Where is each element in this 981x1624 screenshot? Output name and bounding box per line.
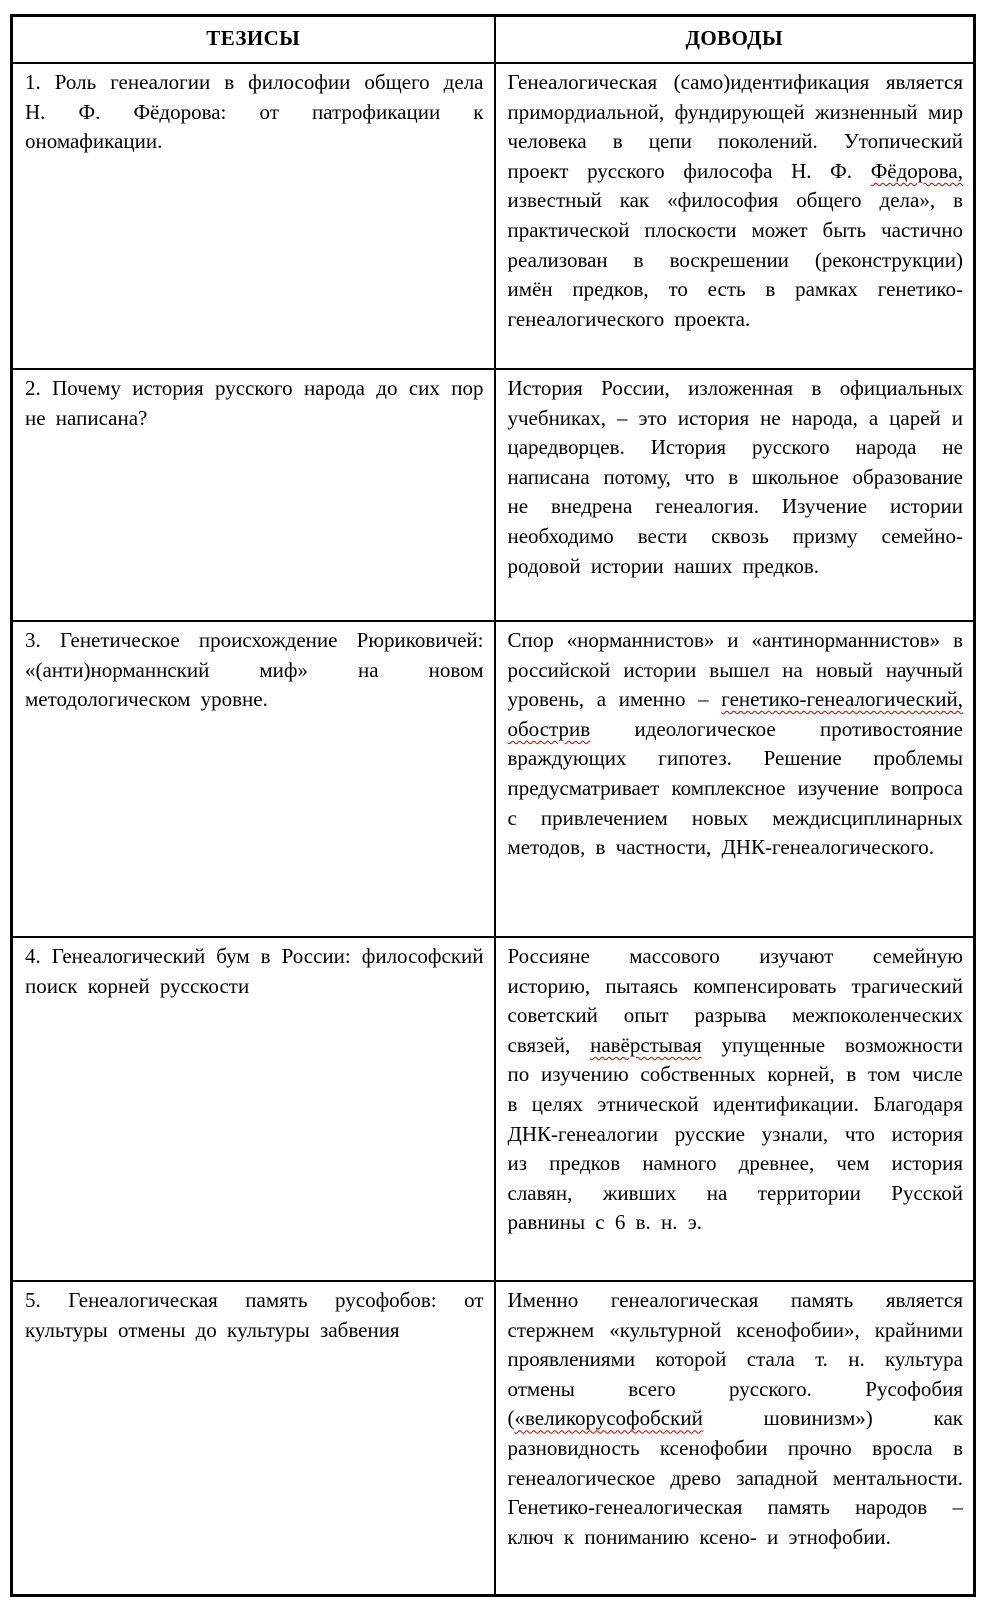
argument-text-segment: Россияне массового изучают семейную историю, пытаясь компенсировать трагический советский опыт разрыва межпоколенческих связей,: [507, 944, 963, 1057]
thesis-cell-2[interactable]: [12, 369, 495, 621]
thesis-text: 2. Почему история русского народа до сих пор не написана?: [25, 376, 484, 430]
thesis-cell-1[interactable]: [12, 63, 495, 369]
thesis-text: 1. Роль генеалогии в философии общего дела Н. Ф. Фёдорова: от патрофикации к ономафикации.: [25, 70, 484, 154]
thesis-cell-5[interactable]: [12, 1281, 495, 1595]
thesis-text: 3. Генетическое происхождение Рюриковичей: «(анти)норманнский миф» на новом методологическом уровне.: [25, 628, 484, 712]
argument-text-segment: идеологическое противостояние враждующих гипотез. Решение проблемы предусматривает комплексное изучение вопроса с привлечением новых междисциплинарных методов, в частности, ДНК-генеалогического.: [507, 716, 963, 860]
argument-text-segment: шовинизм») как разновидность ксенофобии прочно вросла в генеалогическое древо западной ментальности. Генетико-генеалогическая память народов – ключ к пониманию ксено- и этнофобии.: [507, 1406, 963, 1549]
theses-arguments-table: [10, 14, 976, 1597]
table-row: [12, 937, 975, 1281]
misspelled-word: обострив: [507, 716, 591, 741]
misspelled-word: «великорусофобский: [514, 1406, 703, 1431]
argument-text-segment: упущенные возможности по изучению собственных корней, в том числе в целях этнической идентификации. Благодаря ДНК-генеалогии русские узнали, что история из предков намного древнее, чем история славян, живших на территории Русской равнины с 6 в. н. э.: [507, 1032, 963, 1235]
argument-text-segment: Генеалогическая (само)идентификация является примордиальной, фундирующей жизненный мир человека в цепи поколений. Утопический проект русского философа Н. Ф.: [507, 70, 963, 183]
thesis-cell-4[interactable]: [12, 937, 495, 1281]
misspelled-word: Фёдорова,: [870, 158, 963, 183]
table-row: [12, 1281, 975, 1595]
column-header-arguments: ДОВОДЫ: [495, 16, 975, 64]
argument-cell-1[interactable]: [495, 63, 975, 369]
argument-cell-5[interactable]: [495, 1281, 975, 1595]
table-row: [12, 63, 975, 369]
argument-text-segment: История России, изложенная в официальных учебниках, – это история не народа, а царей и царедворцев. История русского народа не написана потому, что в школьное образование не внедрена генеалогия. Изучение истории необходимо вести сквозь призму семейно-родовой истории наших предков.: [507, 376, 963, 578]
table-header-row: [12, 16, 975, 64]
argument-cell-4[interactable]: [495, 937, 975, 1281]
argument-cell-2[interactable]: [495, 369, 975, 621]
thesis-text: 5. Генеалогическая память русофобов: от культуры отмены до культуры забвения: [25, 1288, 484, 1342]
argument-text-segment: Спор «норманнистов» и «антинорманнистов» в российской истории вышел на новый научный уровень, а именно –: [507, 628, 963, 712]
argument-text-segment: Именно генеалогическая память является стержнем «культурной ксенофобии», крайними проявлениями которой стала т. н. культура отмены всего русского. Русофобия (: [507, 1288, 963, 1431]
misspelled-word: генетико-генеалогический,: [721, 687, 963, 712]
thesis-text: 4. Генеалогический бум в России: философский поиск корней русскости: [25, 944, 484, 998]
argument-text-segment: известный как «философия общего дела», в практической плоскости может быть частично реализован в воскрешении (реконструкции) имён предков, то есть в рамках генетико-генеалогического проекта.: [507, 188, 963, 331]
misspelled-word: навёрстывая: [590, 1032, 702, 1057]
table-row: [12, 369, 975, 621]
table-row: [12, 621, 975, 937]
thesis-cell-3[interactable]: [12, 621, 495, 937]
argument-cell-3[interactable]: [495, 621, 975, 937]
column-header-theses: ТЕЗИСЫ: [12, 16, 495, 64]
